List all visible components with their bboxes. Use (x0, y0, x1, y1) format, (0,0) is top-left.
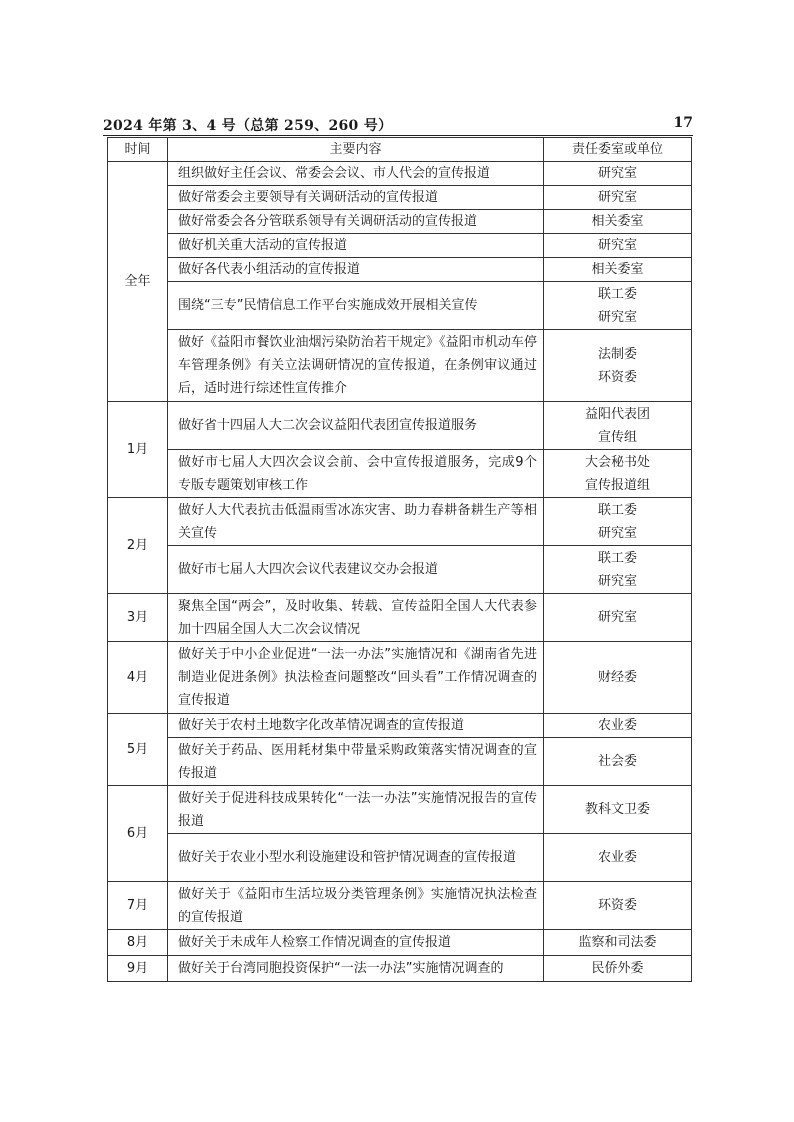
content-cell: 做好关于促进科技成果转化“一法一办法”实施情况报告的宣传报道 (168, 786, 544, 834)
unit-name: 农业委 (597, 718, 637, 733)
unit-cell (544, 956, 692, 982)
month-cell: 9月 (108, 956, 168, 982)
content-cell: 做好关于药品、医用耗材集中带量采购政策落实情况调查的宣传报道 (168, 738, 544, 786)
month-cell: 7月 (108, 882, 168, 930)
column-header-time: 时间 (108, 138, 168, 162)
table-row (108, 450, 692, 498)
column-header-content: 主要内容 (168, 138, 544, 162)
unit-name: 农业委 (597, 850, 637, 865)
month-cell: 6月 (108, 786, 168, 882)
unit-cell (544, 330, 692, 402)
content-cell: 做好机关重大活动的宣传报道 (168, 234, 544, 258)
unit-name: 教科文卫委 (584, 802, 650, 817)
table-row (108, 786, 692, 834)
table-row (108, 282, 692, 330)
page-header (103, 115, 693, 136)
unit-cell (544, 594, 692, 642)
unit-cell (544, 834, 692, 882)
unit-cell (544, 162, 692, 186)
month-cell: 2月 (108, 498, 168, 594)
unit-name: 相关委室 (591, 262, 644, 277)
content-cell: 做好人大代表抗击低温雨雪冰冻灾害、助力春耕备耕生产等相关宣传 (168, 498, 544, 546)
issue-label: 2024 年第 3、4 号（总第 259、260 号） (103, 118, 393, 134)
unit-cell (544, 282, 692, 330)
unit-cell (544, 186, 692, 210)
unit-name: 研究室 (597, 573, 637, 589)
unit-name: 联工委 (597, 502, 637, 518)
table-row (108, 186, 692, 210)
unit-cell (544, 234, 692, 258)
table-row (108, 330, 692, 402)
unit-name: 益阳代表团 (584, 406, 650, 422)
unit-name: 法制委 (597, 346, 637, 362)
unit-cell (544, 546, 692, 594)
unit-name: 研究室 (597, 309, 637, 325)
table-row (108, 258, 692, 282)
table-row (108, 162, 692, 186)
content-cell: 做好关于未成年人检察工作情况调查的宣传报道 (168, 930, 544, 956)
content-cell: 做好关于中小企业促进“一法一办法”实施情况和《湖南省先进制造业促进条例》执法检查问题整改“回头看”工作情况调查的宣传报道 (168, 642, 544, 714)
unit-name: 环资委 (597, 898, 637, 913)
table-row (108, 956, 692, 982)
table-row (108, 642, 692, 714)
content-cell: 做好常委会各分管联系领导有关调研活动的宣传报道 (168, 210, 544, 234)
content-cell: 做好常委会主要领导有关调研活动的宣传报道 (168, 186, 544, 210)
unit-name: 社会委 (597, 754, 637, 769)
table-row (108, 402, 692, 450)
work-schedule-table (107, 137, 692, 982)
unit-name: 监察和司法委 (578, 935, 657, 950)
table-row (108, 882, 692, 930)
table-row (108, 210, 692, 234)
unit-name: 大会秘书处 (584, 454, 650, 470)
column-header-unit: 责任委室或单位 (544, 138, 692, 162)
table-row (108, 714, 692, 738)
month-cell: 全年 (108, 162, 168, 402)
table-row (108, 738, 692, 786)
page-number: 17 (673, 115, 693, 131)
month-cell: 5月 (108, 714, 168, 786)
unit-name: 研究室 (597, 610, 637, 625)
unit-cell (544, 450, 692, 498)
month-cell: 1月 (108, 402, 168, 498)
content-cell: 做好关于农村土地数字化改革情况调查的宣传报道 (168, 714, 544, 738)
unit-name: 研究室 (597, 166, 637, 181)
unit-name: 研究室 (597, 238, 637, 253)
unit-name: 民侨外委 (591, 961, 644, 976)
content-cell: 做好关于农业小型水利设施建设和管护情况调查的宣传报道 (168, 834, 544, 882)
table-row (108, 546, 692, 594)
month-cell: 4月 (108, 642, 168, 714)
content-cell: 聚焦全国“两会”，及时收集、转载、宣传益阳全国人大代表参加十四届全国人大二次会议情况 (168, 594, 544, 642)
unit-cell (544, 210, 692, 234)
content-cell: 做好市七届人大四次会议代表建议交办会报道 (168, 546, 544, 594)
table-header-row (108, 138, 692, 162)
table-row (108, 498, 692, 546)
unit-name: 相关委室 (591, 214, 644, 229)
unit-name: 联工委 (597, 286, 637, 302)
unit-cell (544, 930, 692, 956)
content-cell: 做好关于台湾同胞投资保护“一法一办法”实施情况调查的 (168, 956, 544, 982)
unit-name: 宣传组 (597, 429, 637, 445)
content-cell: 做好《益阳市餐饮业油烟污染防治若干规定》《益阳市机动车停车管理条例》有关立法调研情况的宣传报道，在条例审议通过后，适时进行综述性宣传推介 (168, 330, 544, 402)
unit-name: 财经委 (597, 670, 637, 685)
unit-cell (544, 498, 692, 546)
unit-cell (544, 642, 692, 714)
table-row (108, 234, 692, 258)
content-cell: 做好关于《益阳市生活垃圾分类管理条例》实施情况执法检查的宣传报道 (168, 882, 544, 930)
unit-cell (544, 882, 692, 930)
content-cell: 做好市七届人大四次会议会前、会中宣传报道服务，完成9个专版专题策划审核工作 (168, 450, 544, 498)
table-row (108, 834, 692, 882)
content-cell: 做好省十四届人大二次会议益阳代表团宣传报道服务 (168, 402, 544, 450)
unit-cell (544, 258, 692, 282)
content-cell: 组织做好主任会议、常委会会议、市人代会的宣传报道 (168, 162, 544, 186)
unit-name: 研究室 (597, 525, 637, 541)
month-cell: 3月 (108, 594, 168, 642)
unit-name: 宣传报道组 (584, 477, 650, 493)
table-row (108, 594, 692, 642)
table-body (108, 162, 692, 982)
unit-cell (544, 714, 692, 738)
unit-name: 环资委 (597, 369, 637, 385)
unit-name: 联工委 (597, 550, 637, 566)
content-cell: 做好各代表小组活动的宣传报道 (168, 258, 544, 282)
table-row (108, 930, 692, 956)
unit-cell (544, 402, 692, 450)
month-cell: 8月 (108, 930, 168, 956)
unit-name: 研究室 (597, 190, 637, 205)
unit-cell (544, 786, 692, 834)
content-cell: 围绕“三专”民情信息工作平台实施成效开展相关宣传 (168, 282, 544, 330)
unit-cell (544, 738, 692, 786)
